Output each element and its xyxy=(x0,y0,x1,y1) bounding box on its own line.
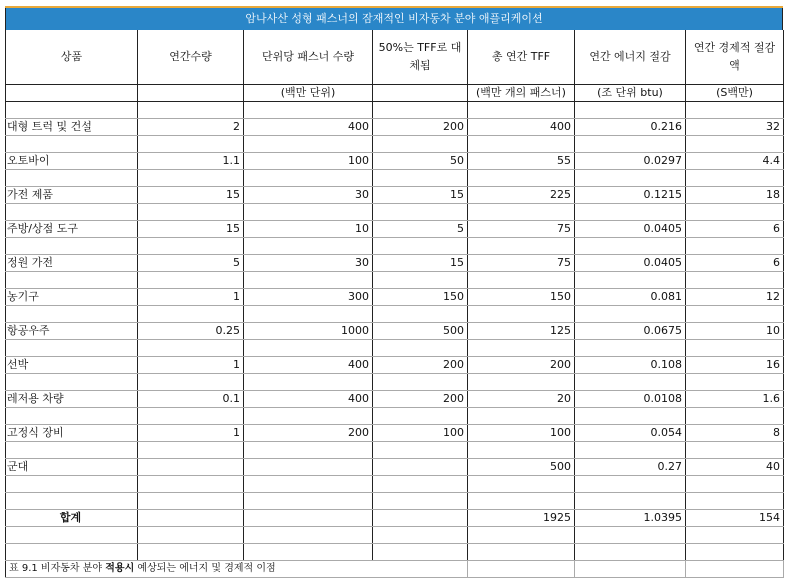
cell-per-unit xyxy=(244,459,373,476)
cell-name: 레저용 차량 xyxy=(6,391,138,408)
empty-cell xyxy=(138,136,244,153)
empty-cell xyxy=(575,102,686,119)
cell-money: 1.6 xyxy=(686,391,784,408)
cell-half xyxy=(373,459,468,476)
empty-cell xyxy=(138,408,244,425)
empty-cell xyxy=(244,442,373,459)
table-row xyxy=(6,187,784,204)
header-cell: 50%는 TFF로 대체됨 xyxy=(373,30,468,85)
table-caption xyxy=(6,561,468,578)
empty-cell xyxy=(575,204,686,221)
unit-cell: (조 단위 btu) xyxy=(575,85,686,102)
cell-qty: 0.1 xyxy=(138,391,244,408)
cell-per-unit: 30 xyxy=(244,255,373,272)
cell-qty: 1 xyxy=(138,425,244,442)
empty-cell xyxy=(686,544,784,561)
empty-cell xyxy=(373,476,468,493)
empty-cell xyxy=(6,170,138,187)
empty-cell xyxy=(244,544,373,561)
cell-money: 4.4 xyxy=(686,153,784,170)
empty-cell xyxy=(138,544,244,561)
empty-cell xyxy=(6,476,138,493)
cell-qty: 0.25 xyxy=(138,323,244,340)
empty-cell xyxy=(244,238,373,255)
empty-cell xyxy=(468,204,575,221)
table-row xyxy=(6,459,784,476)
empty-cell xyxy=(468,374,575,391)
cell-name: 오토바이 xyxy=(6,153,138,170)
cell-total: 75 xyxy=(468,255,575,272)
empty-cell xyxy=(244,527,373,544)
empty-cell xyxy=(575,170,686,187)
unit-cell: (백만 개의 패스너) xyxy=(468,85,575,102)
empty-cell xyxy=(138,170,244,187)
cell-money: 32 xyxy=(686,119,784,136)
cell-money: 18 xyxy=(686,187,784,204)
empty-cell xyxy=(468,476,575,493)
empty-cell xyxy=(575,306,686,323)
empty-cell xyxy=(6,136,138,153)
data-table xyxy=(5,30,784,578)
unit-cell: (백만 단위) xyxy=(244,85,373,102)
units-row xyxy=(6,85,784,102)
cell-money: 12 xyxy=(686,289,784,306)
empty-cell xyxy=(686,476,784,493)
cell-half: 100 xyxy=(373,425,468,442)
empty-cell xyxy=(468,170,575,187)
cell-money: 8 xyxy=(686,425,784,442)
header-cell: 총 연간 TFF xyxy=(468,30,575,85)
cell-per-unit: 200 xyxy=(244,425,373,442)
empty-cell xyxy=(575,408,686,425)
empty-cell xyxy=(686,493,784,510)
cell-total: 125 xyxy=(468,323,575,340)
caption-prefix: 표 9.1 비자동차 분야 xyxy=(9,563,106,574)
cell-total: 500 xyxy=(468,459,575,476)
empty-cell xyxy=(575,374,686,391)
empty-cell xyxy=(244,306,373,323)
cell-half: 150 xyxy=(373,289,468,306)
empty-cell xyxy=(138,442,244,459)
cell-energy: 0.081 xyxy=(575,289,686,306)
empty-cell xyxy=(244,170,373,187)
caption-suffix: 예상되는 에너지 및 경제적 이점 xyxy=(134,563,276,574)
empty-cell xyxy=(6,527,138,544)
empty-cell xyxy=(468,493,575,510)
cell-name: 가전 제품 xyxy=(6,187,138,204)
blank-row xyxy=(6,204,784,221)
cell-money: 40 xyxy=(686,459,784,476)
empty-cell xyxy=(6,102,138,119)
empty-cell xyxy=(138,102,244,119)
blank-row xyxy=(6,136,784,153)
cell-half: 50 xyxy=(373,153,468,170)
empty-cell xyxy=(373,306,468,323)
empty-cell xyxy=(138,204,244,221)
empty-cell xyxy=(244,136,373,153)
blank-row xyxy=(6,340,784,357)
empty-cell xyxy=(686,306,784,323)
cell-energy: 0.0297 xyxy=(575,153,686,170)
empty-cell xyxy=(244,510,373,527)
cell-qty: 1 xyxy=(138,289,244,306)
cell-total: 225 xyxy=(468,187,575,204)
cell-total: 55 xyxy=(468,153,575,170)
empty-cell xyxy=(244,272,373,289)
empty-cell xyxy=(686,561,784,578)
empty-cell xyxy=(373,340,468,357)
blank-row xyxy=(6,544,784,561)
empty-cell xyxy=(686,374,784,391)
cell-per-unit: 30 xyxy=(244,187,373,204)
cell-energy: 0.27 xyxy=(575,459,686,476)
empty-cell xyxy=(686,204,784,221)
empty-cell xyxy=(244,102,373,119)
table-title: 암나사산 성형 패스너의 잠재적인 비자동차 분야 애플리케이션 xyxy=(5,8,783,30)
cell-qty: 1.1 xyxy=(138,153,244,170)
cell-total: 200 xyxy=(468,357,575,374)
blank-row xyxy=(6,476,784,493)
cell-energy: 0.216 xyxy=(575,119,686,136)
cell-energy: 0.1215 xyxy=(575,187,686,204)
cell-per-unit: 1000 xyxy=(244,323,373,340)
empty-cell xyxy=(373,408,468,425)
cell-name: 군대 xyxy=(6,459,138,476)
blank-row xyxy=(6,238,784,255)
caption-row xyxy=(6,561,784,578)
empty-cell xyxy=(6,442,138,459)
empty-cell xyxy=(373,136,468,153)
empty-cell xyxy=(468,408,575,425)
cell-energy: 0.0405 xyxy=(575,255,686,272)
cell-name: 항공우주 xyxy=(6,323,138,340)
empty-cell xyxy=(468,238,575,255)
blank-row xyxy=(6,374,784,391)
blank-row xyxy=(6,442,784,459)
cell-total: 20 xyxy=(468,391,575,408)
empty-cell xyxy=(6,493,138,510)
empty-cell xyxy=(686,408,784,425)
empty-cell xyxy=(6,238,138,255)
cell-qty xyxy=(138,459,244,476)
cell-per-unit: 400 xyxy=(244,391,373,408)
table-row xyxy=(6,391,784,408)
empty-cell xyxy=(686,136,784,153)
empty-cell xyxy=(686,272,784,289)
table-row xyxy=(6,221,784,238)
table-row xyxy=(6,323,784,340)
empty-cell xyxy=(575,238,686,255)
empty-cell xyxy=(468,544,575,561)
empty-cell xyxy=(575,340,686,357)
cell-per-unit: 100 xyxy=(244,153,373,170)
header-cell: 상품 xyxy=(6,30,138,85)
cell-qty: 2 xyxy=(138,119,244,136)
cell-per-unit: 300 xyxy=(244,289,373,306)
empty-cell xyxy=(575,136,686,153)
empty-cell xyxy=(6,306,138,323)
empty-cell xyxy=(138,340,244,357)
empty-cell xyxy=(468,527,575,544)
cell-energy: 0.0675 xyxy=(575,323,686,340)
header-row xyxy=(6,30,784,85)
cell-per-unit: 400 xyxy=(244,119,373,136)
empty-cell xyxy=(6,204,138,221)
empty-cell xyxy=(468,561,575,578)
empty-cell xyxy=(244,408,373,425)
empty-cell xyxy=(138,238,244,255)
cell-qty: 15 xyxy=(138,187,244,204)
empty-cell xyxy=(575,272,686,289)
empty-cell xyxy=(686,527,784,544)
empty-cell xyxy=(373,204,468,221)
empty-cell xyxy=(373,170,468,187)
empty-cell xyxy=(373,527,468,544)
cell-name: 정원 가전 xyxy=(6,255,138,272)
cell-qty: 1 xyxy=(138,357,244,374)
empty-cell xyxy=(138,510,244,527)
header-cell: 단위당 패스너 수량 xyxy=(244,30,373,85)
empty-cell xyxy=(6,272,138,289)
empty-cell xyxy=(575,493,686,510)
cell-money: 16 xyxy=(686,357,784,374)
empty-cell xyxy=(686,102,784,119)
caption-bold: 적용시 xyxy=(105,563,135,574)
blank-row xyxy=(6,102,784,119)
unit-cell xyxy=(6,85,138,102)
table-row xyxy=(6,425,784,442)
table-row xyxy=(6,153,784,170)
cell-per-unit: 10 xyxy=(244,221,373,238)
unit-cell: (S백만) xyxy=(686,85,784,102)
header-cell: 연간 에너지 절감 xyxy=(575,30,686,85)
empty-cell xyxy=(138,272,244,289)
unit-cell xyxy=(373,85,468,102)
cell-half: 15 xyxy=(373,187,468,204)
cell-total: 150 xyxy=(468,289,575,306)
empty-cell xyxy=(686,442,784,459)
empty-cell xyxy=(373,442,468,459)
cell-total: 100 xyxy=(468,425,575,442)
empty-cell xyxy=(468,340,575,357)
cell-qty: 5 xyxy=(138,255,244,272)
empty-cell xyxy=(468,102,575,119)
cell-energy: 0.0405 xyxy=(575,221,686,238)
empty-cell xyxy=(244,204,373,221)
cell-name: 대형 트럭 및 건설 xyxy=(6,119,138,136)
cell-total: 400 xyxy=(468,119,575,136)
empty-cell xyxy=(138,306,244,323)
cell-money: 6 xyxy=(686,221,784,238)
blank-row xyxy=(6,272,784,289)
cell-money: 6 xyxy=(686,255,784,272)
empty-cell xyxy=(244,374,373,391)
table-row xyxy=(6,255,784,272)
unit-cell xyxy=(138,85,244,102)
empty-cell xyxy=(468,306,575,323)
cell-half: 200 xyxy=(373,357,468,374)
blank-row xyxy=(6,527,784,544)
empty-cell xyxy=(575,561,686,578)
total-row xyxy=(6,510,784,527)
empty-cell xyxy=(575,544,686,561)
empty-cell xyxy=(6,408,138,425)
header-cell: 연간 경제적 절감액 xyxy=(686,30,784,85)
empty-cell xyxy=(468,442,575,459)
empty-cell xyxy=(686,170,784,187)
cell-half: 500 xyxy=(373,323,468,340)
cell-name: 고정식 장비 xyxy=(6,425,138,442)
empty-cell xyxy=(138,374,244,391)
empty-cell xyxy=(244,493,373,510)
empty-cell xyxy=(373,102,468,119)
cell-total: 75 xyxy=(468,221,575,238)
empty-cell xyxy=(686,238,784,255)
empty-cell xyxy=(373,493,468,510)
table-row xyxy=(6,119,784,136)
empty-cell xyxy=(373,510,468,527)
cell-energy: 1.0395 xyxy=(575,510,686,527)
blank-row xyxy=(6,306,784,323)
table-row xyxy=(6,289,784,306)
blank-row xyxy=(6,170,784,187)
cell-half: 5 xyxy=(373,221,468,238)
cell-half: 200 xyxy=(373,119,468,136)
empty-cell xyxy=(244,476,373,493)
cell-energy: 0.0108 xyxy=(575,391,686,408)
cell-name: 선박 xyxy=(6,357,138,374)
empty-cell xyxy=(138,527,244,544)
cell-half: 200 xyxy=(373,391,468,408)
empty-cell xyxy=(138,493,244,510)
empty-cell xyxy=(373,272,468,289)
cell-name: 농기구 xyxy=(6,289,138,306)
table-row xyxy=(6,357,784,374)
empty-cell xyxy=(575,442,686,459)
empty-cell xyxy=(138,476,244,493)
empty-cell xyxy=(373,238,468,255)
cell-name: 합계 xyxy=(6,510,138,527)
header-cell: 연간수량 xyxy=(138,30,244,85)
blank-row xyxy=(6,408,784,425)
cell-half: 15 xyxy=(373,255,468,272)
spreadsheet xyxy=(5,6,783,578)
cell-per-unit: 400 xyxy=(244,357,373,374)
empty-cell xyxy=(373,544,468,561)
cell-money: 154 xyxy=(686,510,784,527)
empty-cell xyxy=(373,374,468,391)
empty-cell xyxy=(686,340,784,357)
cell-money: 10 xyxy=(686,323,784,340)
empty-cell xyxy=(6,544,138,561)
blank-row xyxy=(6,493,784,510)
cell-name: 주방/상점 도구 xyxy=(6,221,138,238)
empty-cell xyxy=(575,476,686,493)
empty-cell xyxy=(6,340,138,357)
empty-cell xyxy=(468,136,575,153)
empty-cell xyxy=(244,340,373,357)
empty-cell xyxy=(575,527,686,544)
cell-qty: 15 xyxy=(138,221,244,238)
cell-energy: 0.108 xyxy=(575,357,686,374)
cell-energy: 0.054 xyxy=(575,425,686,442)
cell-total: 1925 xyxy=(468,510,575,527)
empty-cell xyxy=(468,272,575,289)
empty-cell xyxy=(6,374,138,391)
